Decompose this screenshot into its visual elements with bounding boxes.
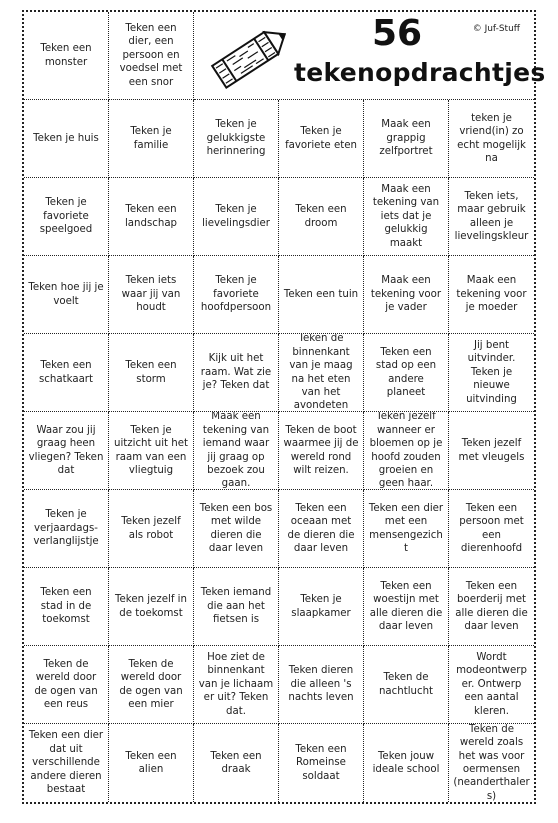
prompt-cell: Maak een tekening voor je vader: [364, 256, 449, 334]
prompt-cell: Teken een boerderij met alle dieren die daar leven: [449, 568, 534, 646]
prompt-cell: Teken een woestijn met alle dieren die daar leven: [364, 568, 449, 646]
prompt-cell: Teken je favoriete hoofdpersoon: [194, 256, 279, 334]
prompt-cell: Teken de binnenkant van je maag na het eten van het avondeten: [279, 334, 364, 412]
prompt-cell: Teken een stad in de toekomst: [24, 568, 109, 646]
prompt-cell: Teken de wereld zoals het was voor oermensen (neanderthalers): [453, 724, 530, 802]
page-title: tekenopdrachtjes: [294, 58, 546, 87]
prompt-cell: Kijk uit het raam. Wat zie je? Teken dat: [194, 334, 279, 412]
crayon-icon: [204, 18, 296, 94]
prompt-cell: Teken een stad op een andere planeet: [364, 334, 449, 412]
prompt-cell: Teken een dier met een mensengezicht: [364, 490, 449, 568]
prompt-cell: Teken een dier, een persoon en voedsel met een snor: [109, 12, 194, 100]
prompt-cell: Teken de boot waarmee jij de wereld rond wilt reizen.: [279, 412, 364, 490]
prompt-cell: Maak een tekening voor je moeder: [449, 256, 534, 334]
prompt-cell: Teken de wereld door de ogen van een reus: [24, 646, 109, 724]
prompt-cell: Maak een tekening van iemand waar jij graag op bezoek zou gaan.: [194, 412, 279, 490]
prompt-cell: Teken jouw ideale school: [364, 724, 449, 802]
prompt-cell: teken je vriend(in) zo echt mogelijk na: [449, 100, 534, 178]
prompt-cell: Teken dieren die alleen 's nachts leven: [279, 646, 364, 724]
prompt-cell: Teken een alien: [109, 724, 194, 802]
copyright-text: © Juf-Stuff: [472, 24, 520, 34]
prompt-cell: Teken een droom: [279, 178, 364, 256]
prompt-cell: Teken hoe jij je voelt: [24, 256, 109, 334]
prompt-cell: Teken je favoriete eten: [279, 100, 364, 178]
prompt-cell: Teken een bos met wilde dieren die daar leven: [194, 490, 279, 568]
drawing-prompts-grid: [22, 10, 546, 804]
prompt-cell: Teken een schatkaart: [24, 334, 109, 412]
prompt-cell: Teken een monster: [24, 12, 109, 100]
prompt-cell: Teken iemand die aan het fietsen is: [194, 568, 279, 646]
prompt-cell: Waar zou jij graag heen vliegen? Teken dat: [24, 412, 109, 490]
prompt-cell: Teken je favoriete speelgoed: [24, 178, 109, 256]
prompt-cell: Teken een persoon met een dierenhoofd: [449, 490, 534, 568]
prompt-cell: Teken je verjaardags-verlanglijstje: [24, 490, 109, 568]
prompt-cell: Teken je slaapkamer: [279, 568, 364, 646]
prompt-cell: Teken een Romeinse soldaat: [279, 724, 364, 802]
prompt-cell: Teken je gelukkigste herinnering: [194, 100, 279, 178]
prompt-cell: Teken jezelf wanneer er bloemen op je hoofd zouden groeien en geen haar.: [364, 412, 449, 490]
title-header: [194, 12, 546, 100]
prompt-cell: Teken iets waar jij van houdt: [109, 256, 194, 334]
prompt-cell: Teken een oceaan met de dieren die daar leven: [279, 490, 364, 568]
prompt-cell: Teken de wereld door de ogen van een mier: [109, 646, 194, 724]
prompt-cell: Wordt modeontwerper. Ontwerp een aantal kleren.: [449, 646, 534, 724]
prompt-cell: Teken je huis: [24, 100, 109, 178]
prompt-cell: Teken je uitzicht uit het raam van een vliegtuig: [109, 412, 194, 490]
prompt-cell: Teken je familie: [109, 100, 194, 178]
prompt-cell: Maak een tekening van iets dat je gelukkig maakt: [364, 178, 449, 256]
prompt-cell: Maak een grappig zelfportret: [364, 100, 449, 178]
prompt-cell: Teken je lievelingsdier: [194, 178, 279, 256]
prompt-cell: Hoe ziet de binnenkant van je lichaam er uit? Teken dat.: [194, 646, 279, 724]
prompt-cell: Teken een landschap: [109, 178, 194, 256]
prompt-count: 56: [372, 13, 423, 54]
prompt-cell: Teken een storm: [109, 334, 194, 412]
prompt-cell: Teken de nachtlucht: [364, 646, 449, 724]
prompt-cell: Teken jezelf als robot: [109, 490, 194, 568]
prompt-cell: Teken een dier dat uit verschillende andere dieren bestaat: [24, 724, 109, 802]
prompt-cell: Teken een draak: [194, 724, 279, 802]
prompt-cell: Jij bent uitvinder. Teken je nieuwe uitvinding: [449, 334, 534, 412]
prompt-cell: Teken jezelf in de toekomst: [109, 568, 194, 646]
prompt-cell: Teken jezelf met vleugels: [449, 412, 534, 490]
prompt-cell: Teken een tuin: [279, 256, 364, 334]
prompt-cell: Teken iets, maar gebruik alleen je lievelingskleur: [449, 178, 534, 256]
